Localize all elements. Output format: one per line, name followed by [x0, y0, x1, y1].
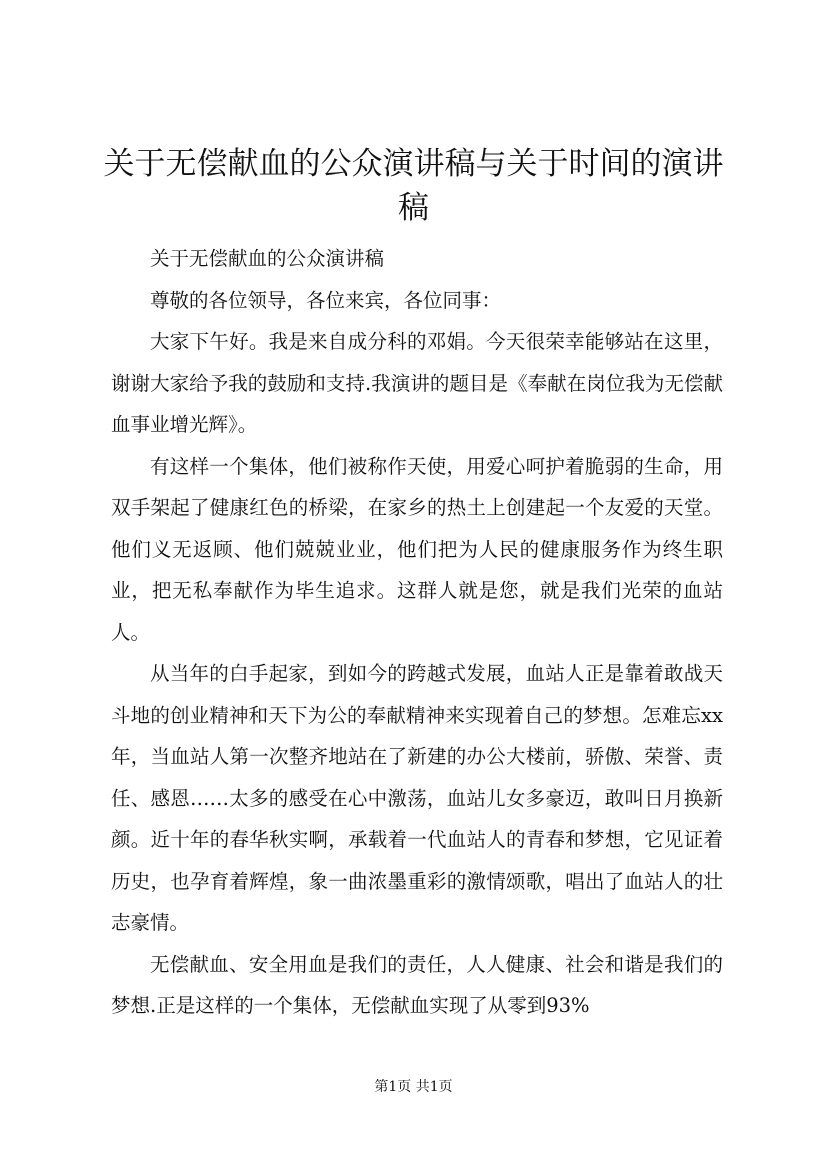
paragraph: 从当年的白手起家，到如今的跨越式发展，血站人正是靠着敢战天斗地的创业精神和天下为公的奉献精神来实现着自己的梦想。怎难忘xx年，当血站人第一次整齐地站在了新建的办公大楼前，骄傲、荣誉、责任、感恩……太多的感受在心中激荡，血站儿女多豪迈，敢叫日月换新颜。近十年的春华秋实啊，承载着一代血站人的青春和梦想，它见证着历史，也孕育着辉煌，象一曲浓墨重彩的激情颂歌，唱出了血站人的壮志豪情。 [111, 662, 723, 934]
document-body [111, 238, 723, 1027]
document-title: 关于无偿献血的公众演讲稿与关于时间的演讲稿 [103, 146, 724, 226]
paragraph-subtitle: 关于无偿献血的公众演讲稿 [150, 247, 385, 270]
paragraph: 无偿献血、安全用血是我们的责任，人人健康、社会和谐是我们的梦想.正是这样的一个集体，无偿献血实现了从零到93% [111, 952, 723, 1017]
page-footer: 第1页 共1页 [374, 1079, 453, 1095]
paragraph: 大家下午好。我是来自成分科的邓娟。今天很荣幸能够站在这里，谢谢大家给予我的鼓励和支持.我演讲的题目是《奉献在岗位我为无偿献血事业增光辉》。 [111, 330, 723, 436]
paragraph-salutation: 尊敬的各位领导，各位来宾，各位同事： [150, 288, 502, 312]
paragraph: 有这样一个集体，他们被称作天使，用爱心呵护着脆弱的生命，用双手架起了健康红色的桥梁，在家乡的热土上创建起一个友爱的天堂。他们义无返顾、他们兢兢业业，他们把为人民的健康服务作为终生职业，把无私奉献作为毕生追求。这群人就是您，就是我们光荣的血站人。 [111, 454, 723, 644]
